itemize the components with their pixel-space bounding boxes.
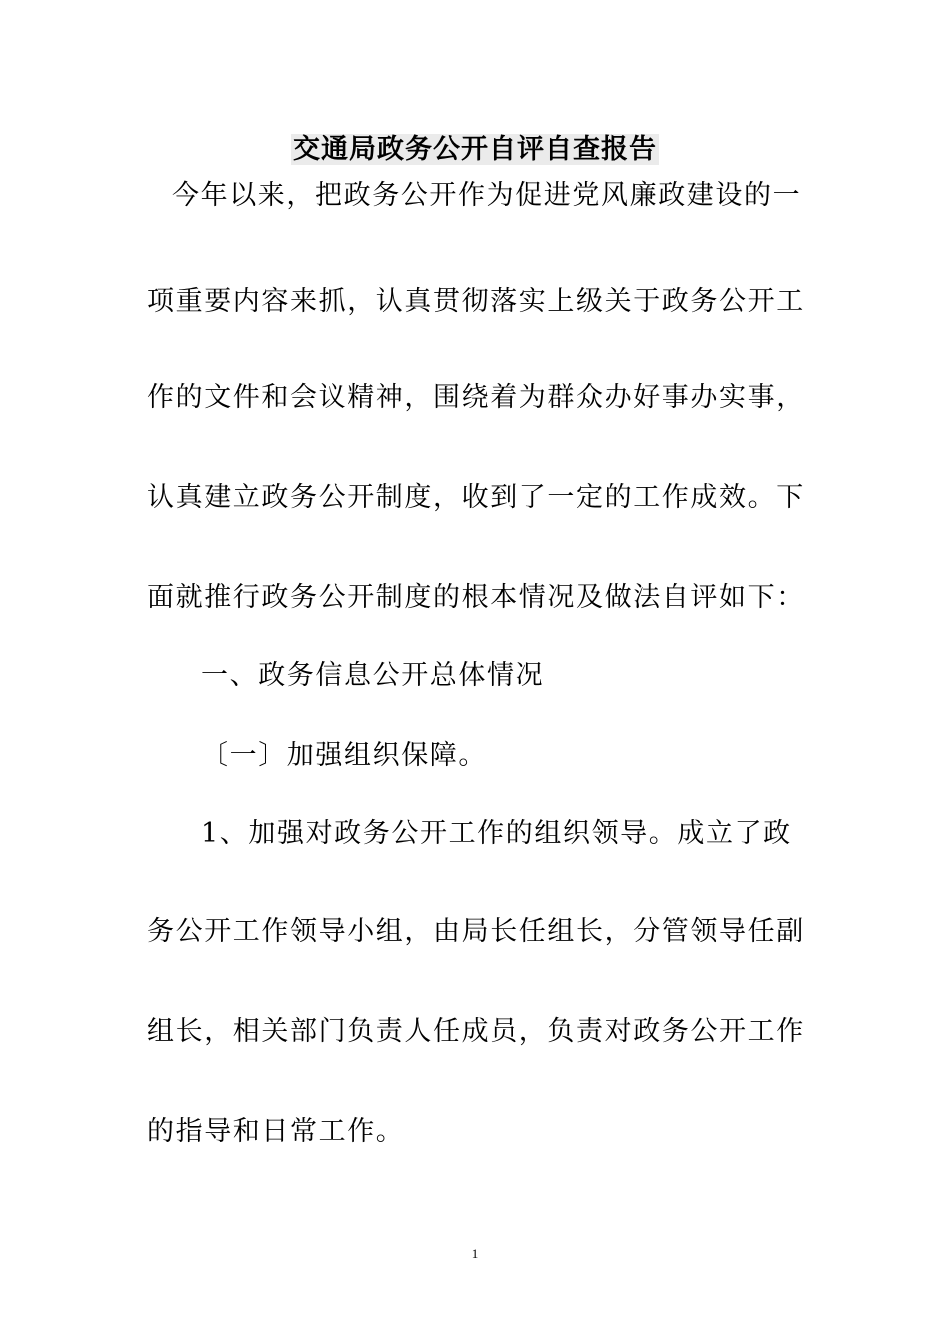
document-title bbox=[0, 128, 950, 172]
paragraph-line: 务公开工作领导小组，由局长任组长，分管领导任副 bbox=[147, 916, 805, 947]
paragraph-line: 作的文件和会议精神，围绕着为群众办好事办实事， bbox=[147, 382, 805, 413]
document-title-text: 交通局政务公开自评自查报告 bbox=[293, 134, 657, 165]
section-heading: 一、政务信息公开总体情况 bbox=[201, 660, 545, 691]
paragraph-line: 1、加强对政务公开工作的组织领导。成立了政 bbox=[201, 818, 792, 849]
paragraph-line: 组长，相关部门负责人任成员，负责对政务公开工作 bbox=[147, 1016, 805, 1047]
paragraph-line: 认真建立政务公开制度，收到了一定的工作成效。下 bbox=[147, 482, 805, 513]
paragraph-line: 面就推行政务公开制度的根本情况及做法自评如下： bbox=[147, 582, 805, 613]
paragraph-line: 项重要内容来抓，认真贯彻落实上级关于政务公开工 bbox=[147, 286, 805, 317]
paragraph-line: 今年以来，把政务公开作为促进党风廉政建设的一 bbox=[172, 180, 802, 211]
page-number: 1 bbox=[471, 1246, 479, 1261]
subsection-heading: 〔一〕加强组织保障。 bbox=[201, 740, 487, 771]
paragraph-line: 的指导和日常工作。 bbox=[147, 1116, 405, 1147]
